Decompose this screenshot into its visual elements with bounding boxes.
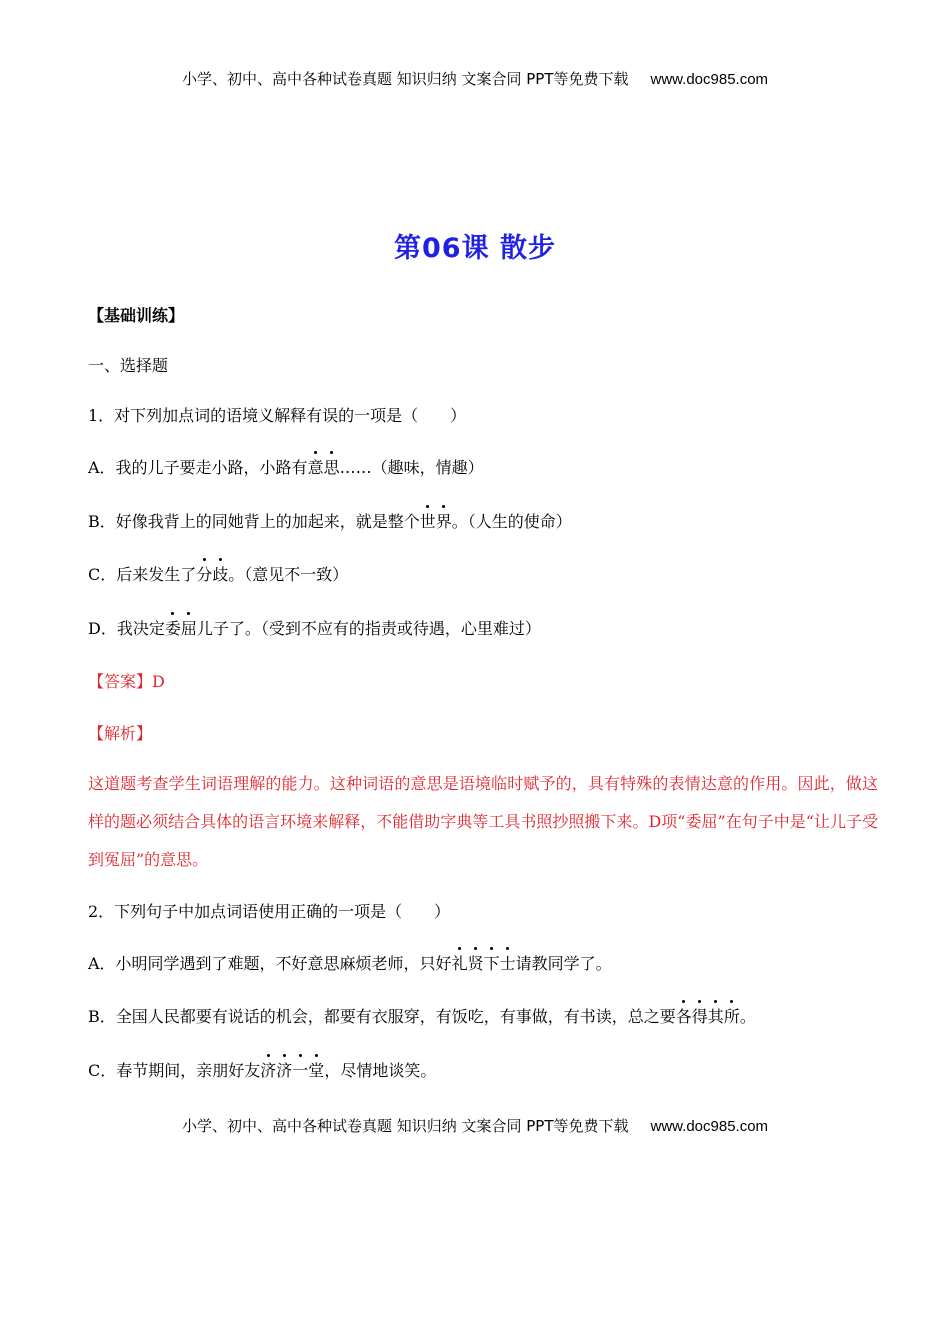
question-1-stem: 1．对下列加点词的语境义解释有误的一项是（ ）: [88, 406, 467, 425]
section-heading: 【基础训练】: [88, 306, 185, 325]
emphasis-char: 分: [196, 565, 213, 584]
part-heading: 一、选择题: [88, 356, 169, 375]
emphasis-char: 济: [260, 1061, 277, 1080]
page-footer: [0, 1115, 950, 1136]
emphasis-char: 界: [435, 512, 452, 531]
question-1-option-a: A．我的儿子要走小路，小路有意思……（趣味，情趣）: [88, 458, 484, 477]
header-text: 小学、初中、高中各种试卷真题 知识归纳 文案合同 PPT等免费下载: [181, 70, 629, 88]
emphasis-char: 意: [307, 458, 324, 477]
emphasis-char: 士: [499, 954, 516, 973]
question-2-option-b: B．全国人民都要有说话的机会，都要有衣服穿，有饭吃，有事做，有书读，总之要各得其所。: [88, 1007, 756, 1026]
emphasis-char: 下: [483, 954, 500, 973]
emphasis-char: 堂: [308, 1061, 325, 1080]
emphasis-char: 一: [292, 1061, 309, 1080]
question-1-option-b: B．好像我背上的同她背上的加起来，就是整个世界。（人生的使命）: [88, 512, 572, 531]
emphasis-char: 济: [276, 1061, 293, 1080]
emphasis-char: 世: [419, 512, 436, 531]
question-1-option-d: D．我决定委屈儿子了。（受到不应有的指责或待遇，心里难过）: [88, 619, 541, 638]
question-1-option-c: C．后来发生了分歧。（意见不一致）: [88, 565, 349, 584]
emphasis-char: 各: [675, 1007, 692, 1026]
header-site-link[interactable]: www.doc985.com: [650, 71, 769, 88]
question-2-option-c: C．春节期间，亲朋好友济济一堂，尽情地谈笑。: [88, 1061, 437, 1080]
emphasis-char: 所: [723, 1007, 740, 1026]
footer-site-link[interactable]: www.doc985.com: [650, 1118, 769, 1135]
emphasis-char: 屈: [180, 619, 197, 638]
emphasis-char: 贤: [467, 954, 484, 973]
lesson-title: 第06课 散步: [394, 233, 556, 264]
emphasis-char: 歧: [212, 565, 229, 584]
emphasis-char: 礼: [451, 954, 468, 973]
question-2-option-a: A．小明同学遇到了难题，不好意思麻烦老师，只好礼贤下士请教同学了。: [88, 954, 612, 973]
question-1-analysis-label: 【解析】: [88, 724, 153, 743]
question-2-stem: 2．下列句子中加点词语使用正确的一项是（ ）: [88, 902, 451, 921]
question-1-analysis: 这道题考查学生词语理解的能力。这种词语的意思是语境临时赋予的，具有特殊的表情达意的作用。因此，做这样的题必须结合具体的语言环境来解释，不能借助字典等工具书照抄照搬下来。D项“委屈”在句子中是“让儿子受到冤屈”的意思。: [88, 774, 878, 869]
page-header: [0, 68, 950, 89]
emphasis-char: 其: [707, 1007, 724, 1026]
emphasis-char: 委: [164, 619, 181, 638]
emphasis-char: 思: [323, 458, 340, 477]
footer-text: 小学、初中、高中各种试卷真题 知识归纳 文案合同 PPT等免费下载: [181, 1117, 629, 1135]
emphasis-char: 得: [691, 1007, 708, 1026]
question-1-answer: 【答案】D: [88, 672, 165, 691]
